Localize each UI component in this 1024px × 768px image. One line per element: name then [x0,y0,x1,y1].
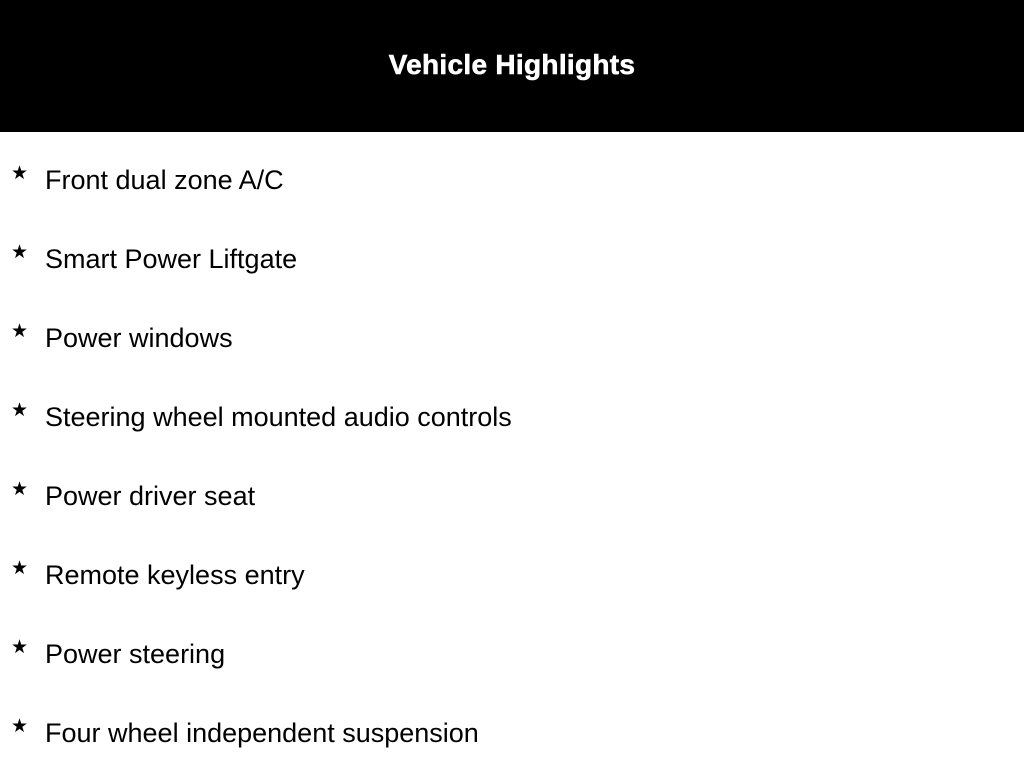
star-icon: ★ [11,478,29,500]
star-icon: ★ [11,162,29,184]
list-item [0,708,1024,748]
highlight-label: Power windows [45,323,233,353]
list-item [0,155,1024,195]
highlight-label: Four wheel independent suspension [45,718,479,748]
star-icon: ★ [11,636,29,658]
star-icon: ★ [11,399,29,421]
highlight-label: Steering wheel mounted audio controls [45,402,512,432]
star-icon: ★ [11,241,29,263]
highlight-label: Power steering [45,639,226,669]
highlight-label: Smart Power Liftgate [45,244,298,274]
list-item [0,629,1024,669]
header-banner [0,0,1024,132]
star-icon: ★ [11,320,29,342]
highlight-label: Front dual zone A/C [45,165,284,195]
list-item [0,471,1024,511]
star-icon: ★ [11,715,29,737]
list-item [0,392,1024,432]
star-icon: ★ [11,557,29,579]
list-item [0,550,1024,590]
list-item [0,313,1024,353]
list-item [0,234,1024,274]
highlight-label: Power driver seat [45,481,256,511]
highlight-label: Remote keyless entry [45,560,305,590]
page-title: Vehicle Highlights [388,49,636,80]
